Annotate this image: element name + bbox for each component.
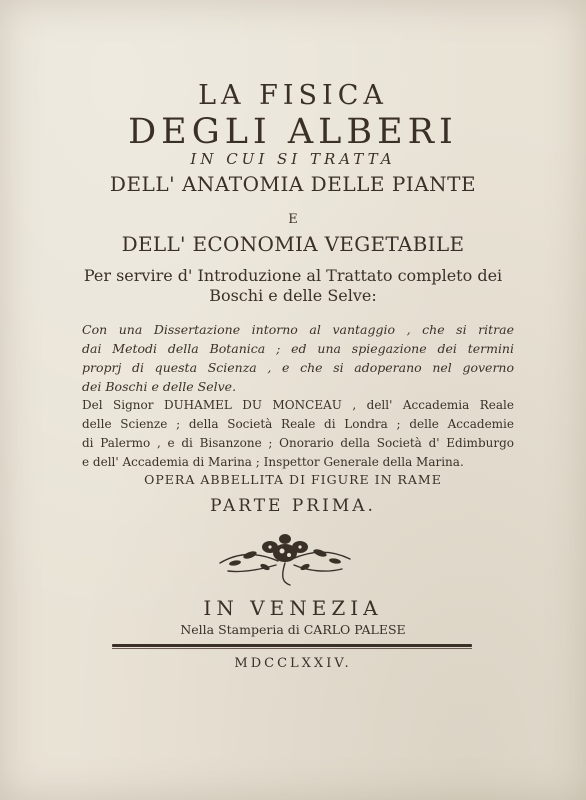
dissertation-line: dai Metodi della Botanica ; ed una spiegazione dei termini xyxy=(82,341,514,356)
author-line: Del Signor DUHAMEL DU MONCEAU , dell' Accademia Reale xyxy=(82,398,514,412)
author-line: delle Scienze ; della Società Reale di Londra ; delle Accademie xyxy=(82,417,514,431)
subtitle-anatomia: DELL' ANATOMIA DELLE PIANTE xyxy=(109,172,477,196)
dissertation-line: Con una Dissertazione intorno al vantaggio , che si ritrae xyxy=(82,322,514,337)
subtitle-conjunction: E xyxy=(288,212,298,227)
imprint-date: MDCCLXXIV. xyxy=(234,656,352,671)
subtitle-economia: DELL' ECONOMIA VEGETABILE xyxy=(121,232,465,256)
floral-ornament-icon xyxy=(210,523,360,587)
author-line: e dell' Accademia di Marina ; Inspettor Generale della Marina. xyxy=(82,455,464,469)
imprint-place: IN VENEZIA xyxy=(203,596,383,620)
opera-note: OPERA ABBELLITA DI FIGURE IN RAME xyxy=(144,472,442,487)
subtitle-in-cui: IN CUI SI TRATTA xyxy=(190,150,396,168)
imprint-printer: Nella Stamperia di CARLO PALESE xyxy=(180,622,406,637)
imprint-rule-thin xyxy=(112,648,472,649)
dissertation-line: proprj di questa Scienza , e che si adoperano nel governo xyxy=(82,360,514,375)
purpose-line-1: Per servire d' Introduzione al Trattato completo dei xyxy=(83,266,503,285)
author-line: di Palermo , e di Bisanzone ; Onorario della Società d' Edimburgo xyxy=(82,436,514,450)
part-label: PARTE PRIMA. xyxy=(210,496,376,516)
dissertation-line: dei Boschi e delle Selve. xyxy=(82,379,237,394)
purpose-line-2: Boschi e delle Selve: xyxy=(209,286,377,305)
author-paragraph xyxy=(82,396,514,472)
title-line-2: DEGLI ALBERI xyxy=(128,112,458,152)
imprint-rule xyxy=(112,644,472,647)
title-line-1: LA FISICA xyxy=(198,80,388,111)
dissertation-paragraph xyxy=(82,320,514,396)
